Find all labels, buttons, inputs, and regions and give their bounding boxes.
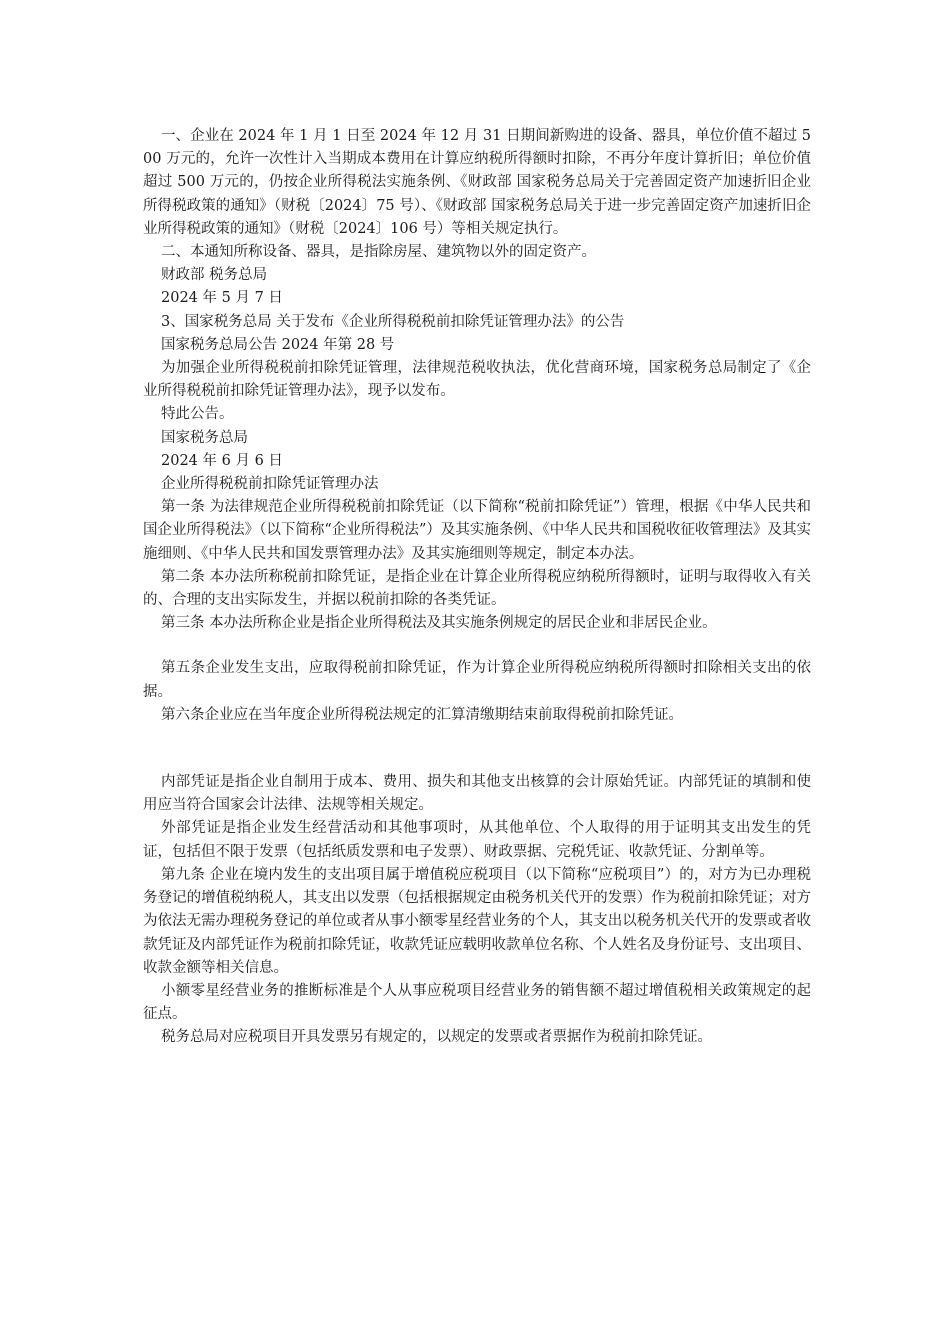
signature-date: 2024 年 5 月 7 日 [161,290,283,307]
article-5: 第五条企业发生支出，应取得税前扣除凭证，作为计算企业所得税应纳税所得额时扣除相关支出的依据。 [143,660,811,700]
external-voucher-definition: 外部凭证是指企业发生经营活动和其他事项时，从其他单位、个人取得的用于证明其支出发生的凭证，包括但不限于发票（包括纸质发票和电子发票）、财政票据、完税凭证、收款凭证、分割单等。 [143,820,811,860]
invoice-special-rule: 税务总局对应税项目开具发票另有规定的，以规定的发票或者票据作为税前扣除凭证。 [161,1029,712,1046]
measures-title: 企业所得税税前扣除凭证管理办法 [161,476,379,493]
article-3: 第三条 本办法所称企业是指企业所得税法及其实施条例规定的居民企业和非居民企业。 [161,615,717,632]
announcement-preamble: 为加强企业所得税税前扣除凭证管理，法律规范税收执法，优化营商环境，国家税务总局制定了《企业所得税税前扣除凭证管理办法》，现予以发布。 [143,360,811,400]
section-heading-announcement: 3、国家税务总局 关于发布《企业所得税税前扣除凭证管理办法》的公告 [161,313,625,330]
blank-lines [143,727,811,771]
blank-line [143,635,811,657]
paragraph-article-one: 一、企业在 2024 年 1 月 1 日至 2024 年 12 月 31 日期间新购进的设备、器具，单位价值不超过 500 万元的，允许一次性计入当期成本费用在计算应纳税所得额时扣除，不再分年度计算折旧；单位价值超过 500 万元的，仍按企业所得税法实施条例、《财政部 国家税务总局关于完善固定资产加速折旧企业所得税政策的通知》（财税〔2024〕75 号）、《财政部 国家税务总局关于进一步完善固定资产加速折旧企业所得税政策的通知》（财税〔2024〕106 号）等相关规定执行。 [143,128,811,237]
announcement-issuer: 国家税务总局 [161,429,248,446]
small-business-standard: 小额零星经营业务的推断标准是个人从事应税项目经营业务的销售额不超过增值税相关政策规定的起征点。 [143,982,811,1023]
announcement-number: 国家税务总局公告 2024 年第 28 号 [161,336,395,353]
article-6: 第六条企业应在当年度企业所得税法规定的汇算清缴期结束前取得税前扣除凭证。 [161,706,683,723]
article-2: 第二条 本办法所称税前扣除凭证，是指企业在计算企业所得税应纳税所得额时，证明与取得收入有关的、合理的支出实际发生，并据以税前扣除的各类凭证。 [143,568,811,609]
announcement-closing: 特此公告。 [161,406,234,423]
announcement-date: 2024 年 6 月 6 日 [161,452,283,469]
internal-voucher-definition: 内部凭证是指企业自制用于成本、费用、损失和其他支出核算的会计原始凭证。内部凭证的填制和使用应当符合国家会计法律、法规等相关规定。 [143,774,811,814]
signature-issuer: 财政部 税务总局 [161,267,268,284]
article-9: 第九条 企业在境内发生的支出项目属于增值税应税项目（以下简称“应税项目”）的，对方为已办理税务登记的增值税纳税人，其支出以发票（包括根据规定由税务机关代开的发票）作为税前扣除凭证；对方为依法无需办理税务登记的单位或者从事小额零星经营业务的个人，其支出以税务机关代开的发票或者收款凭证及内部凭证作为税前扣除凭证，收款凭证应载明收款单位名称、个人姓名及身份证号、支出项目、收款金额等相关信息。 [143,866,811,976]
paragraph-article-two: 二、本通知所称设备、器具，是指除房屋、建筑物以外的固定资产。 [161,244,596,261]
article-1: 第一条 为法律规范企业所得税税前扣除凭证（以下简称“税前扣除凭证”）管理，根据《中华人民共和国企业所得税法》（以下简称“企业所得税法”）及其实施条例、《中华人民共和国税收征收管理法》及其实施细则、《中华人民共和国发票管理办法》及其实施细则等规定，制定本办法。 [143,499,811,562]
document-body [143,125,811,1050]
